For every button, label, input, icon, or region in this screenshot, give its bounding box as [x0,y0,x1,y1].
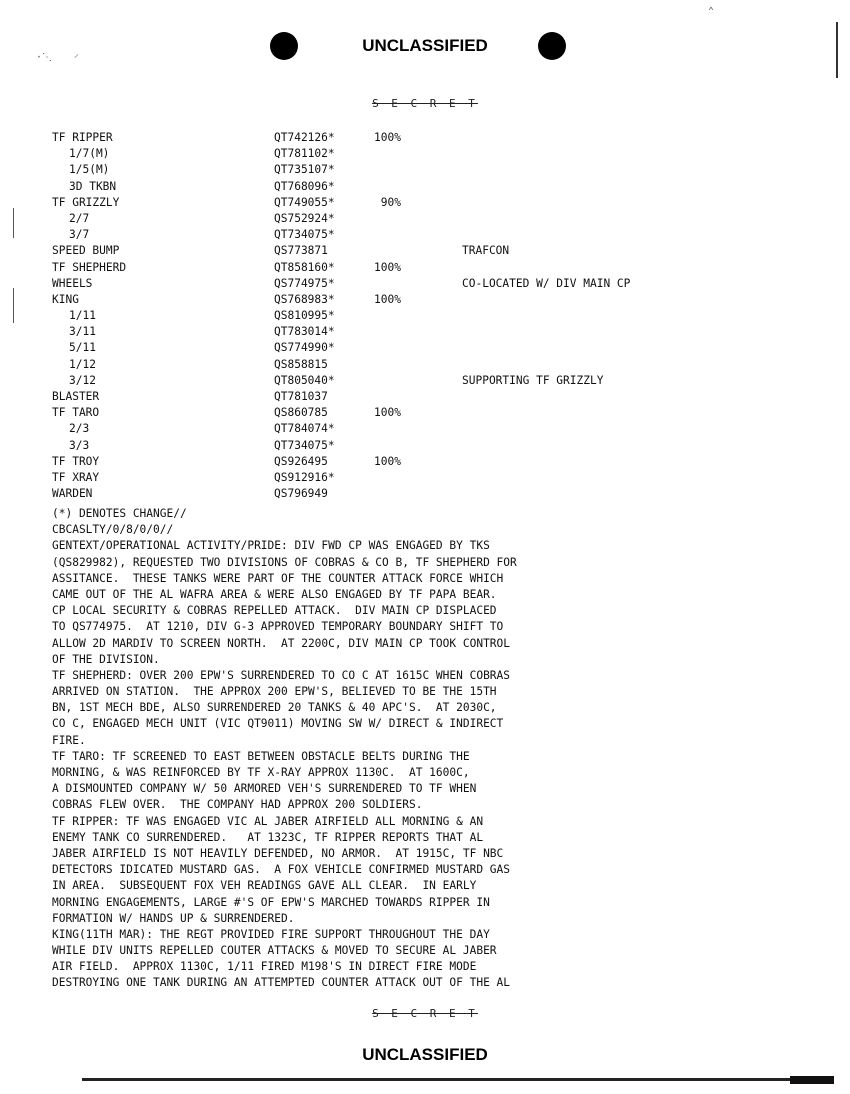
unit-grid: QT781037 [274,390,328,403]
unit-percent: 100% [374,260,401,274]
unit-row [52,179,752,195]
unit-row [52,373,752,389]
unit-grid: QS912916* [274,470,335,484]
unit-name: 3/3 [69,438,90,452]
top-secret-marking: S E C R E T [372,97,478,110]
unit-name: TF GRIZZLY [52,195,120,209]
unit-row [52,405,752,421]
unit-percent: 100% [374,406,401,420]
unit-grid: QS768983* [274,292,335,306]
unit-name: WARDEN [52,487,93,501]
unit-name: SPEED BUMP [52,244,120,258]
narrative-line: TF RIPPER: TF WAS ENGAGED VIC AL JABER AIRFIELD ALL MORNING & AN [52,814,484,828]
narrative-line: AIR FIELD. APPROX 1130C, 1/11 FIRED M198'S IN DIRECT FIRE MODE [52,960,477,974]
narrative-line: TO QS774975. AT 1210, DIV G-3 APPROVED TEMPORARY BOUNDARY SHIFT TO [52,620,504,634]
narrative-line: FIRE. [52,733,86,747]
unit-row [52,389,752,405]
narrative-line: KING(11TH MAR): THE REGT PROVIDED FIRE SUPPORT THROUGHOUT THE DAY [52,927,490,941]
unit-name: 5/11 [69,341,96,355]
unit-name: WHEELS [52,276,93,290]
unit-percent: 100% [374,131,401,144]
narrative-line: CO C, ENGAGED MECH UNIT (VIC QT9011) MOVING SW W/ DIRECT & INDIRECT [52,717,504,731]
unit-name: 3D TKBN [69,179,117,193]
footer-rule-block [790,1076,834,1084]
unit-grid: QT735107* [274,163,335,177]
unit-name: TF TARO [52,406,100,420]
narrative-line: MORNING ENGAGEMENTS, LARGE #'S OF EPW'S MARCHED TOWARDS RIPPER IN [52,895,490,909]
unit-percent: 100% [374,454,401,468]
unit-row [52,162,752,178]
unit-note: TRAFCON [462,244,510,258]
scan-margin-mark [13,208,14,238]
bottom-secret-marking: S E C R E T [372,1007,478,1020]
unit-row [52,146,752,162]
unit-name: TF TROY [52,454,100,468]
narrative-line: FORMATION W/ HANDS UP & SURRENDERED. [52,911,295,925]
narrative-line: CBCASLTY/0/8/0/0// [52,523,174,537]
unit-grid: QT734075* [274,228,335,242]
scan-speck: ⌃ [708,6,715,17]
narrative-line: TF TARO: TF SCREENED TO EAST BETWEEN OBSTACLE BELTS DURING THE [52,749,470,763]
unit-grid: QS796949 [274,487,328,501]
unit-row [52,292,752,308]
unit-note: CO-LOCATED W/ DIV MAIN CP [462,276,631,290]
narrative-line: ASSITANCE. THESE TANKS WERE PART OF THE COUNTER ATTACK FORCE WHICH [52,571,504,585]
narrative-line: WHILE DIV UNITS REPELLED COUTER ATTACKS & MOVED TO SECURE AL JABER [52,944,497,958]
unit-row [52,195,752,211]
unit-name: TF SHEPHERD [52,260,127,274]
unit-name: TF XRAY [52,470,100,484]
narrative-line: ARRIVED ON STATION. THE APPROX 200 EPW'S, BELIEVED TO BE THE 15TH [52,685,497,699]
narrative-text [52,506,752,992]
unit-grid: QT858160* [274,260,335,274]
unit-name: 2/7 [69,211,90,225]
unit-row [52,243,752,259]
narrative-line: MORNING, & WAS REINFORCED BY TF X-RAY APPROX 1130C. AT 1600C, [52,766,470,779]
unit-row [52,308,752,324]
unit-percent: 90% [374,195,401,209]
narrative-line: COBRAS FLEW OVER. THE COMPANY HAD APPROX 200 SOLDIERS. [52,798,423,812]
unit-grid: QT749055* [274,195,335,209]
unit-row [52,324,752,340]
unit-row [52,470,752,486]
unit-name: 1/5(M) [69,163,110,177]
narrative-line: ENEMY TANK CO SURRENDERED. AT 1323C, TF RIPPER REPORTS THAT AL [52,830,484,844]
unit-grid: QT734075* [274,438,335,452]
unit-row [52,486,752,502]
bottom-classification-label: UNCLASSIFIED [362,1045,488,1064]
unit-name: 1/12 [69,357,96,371]
unit-grid: QT805040* [274,373,335,387]
unit-grid: QS926495 [274,454,328,468]
unit-name: 1/7(M) [69,147,110,161]
narrative-line: ALLOW 2D MARDIV TO SCREEN NORTH. AT 2200C, DIV MAIN CP TOOK CONTROL [52,636,511,650]
unit-grid: QT784074* [274,422,335,436]
narrative-line: CAME OUT OF THE AL WAFRA AREA & WERE ALSO ENGAGED BY TF PAPA BEAR. [52,587,497,601]
unit-grid: QS752924* [274,211,335,225]
unit-grid: QS810995* [274,309,335,323]
narrative-line: (*) DENOTES CHANGE// [52,507,187,520]
unit-row [52,276,752,292]
narrative-line: OF THE DIVISION. [52,652,160,666]
unit-note: SUPPORTING TF GRIZZLY [462,373,604,387]
narrative-line: CP LOCAL SECURITY & COBRAS REPELLED ATTACK. DIV MAIN CP DISPLACED [52,604,497,618]
narrative-line: GENTEXT/OPERATIONAL ACTIVITY/PRIDE: DIV FWD CP WAS ENGAGED BY TKS [52,539,490,553]
unit-grid: QS774990* [274,341,335,355]
unit-row [52,260,752,276]
unit-grid: QT768096* [274,179,335,193]
unit-row [52,438,752,454]
unit-name: BLASTER [52,390,100,403]
unit-grid: QS858815 [274,357,328,371]
unit-name: 1/11 [69,309,96,323]
unit-name: 3/7 [69,228,90,242]
unit-name: KING [52,292,79,306]
unit-name: 2/3 [69,422,90,436]
scan-speck: ⋅⋱ [36,52,53,63]
unit-grid: QT781102* [274,147,335,161]
footer-rule [82,1078,834,1081]
narrative-line: DESTROYING ONE TANK DURING AN ATTEMPTED COUNTER ATTACK OUT OF THE AL [52,976,511,990]
unit-grid: QT783014* [274,325,335,339]
unit-row [52,340,752,356]
unit-name: 3/11 [69,325,96,339]
unit-grid: QS773871 [274,244,328,258]
narrative-line: BN, 1ST MECH BDE, ALSO SURRENDERED 20 TANKS & 40 APC'S. AT 2030C, [52,701,497,715]
unit-location-list [52,130,752,502]
unit-name: 3/12 [69,373,96,387]
narrative-line: DETECTORS IDICATED MUSTARD GAS. A FOX VEHICLE CONFIRMED MUSTARD GAS [52,863,511,877]
narrative-line: (QS829982), REQUESTED TWO DIVISIONS OF COBRAS & CO B, TF SHEPHERD FOR [52,555,517,569]
unit-percent: 100% [374,292,401,306]
narrative-line: JABER AIRFIELD IS NOT HEAVILY DEFENDED, NO ARMOR. AT 1915C, TF NBC [52,846,504,860]
unit-grid: QS774975* [274,276,335,290]
narrative-line: TF SHEPHERD: OVER 200 EPW'S SURRENDERED TO CO C AT 1615C WHEN COBRAS [52,668,511,682]
unit-row [52,130,752,146]
unit-name: TF RIPPER [52,131,113,144]
scan-speck: ⸝ [74,49,79,60]
top-classification-label: UNCLASSIFIED [362,36,488,55]
narrative-line: IN AREA. SUBSEQUENT FOX VEH READINGS GAVE ALL CLEAR. IN EARLY [52,879,477,893]
unit-grid: QS860785 [274,406,328,420]
unit-row [52,421,752,437]
narrative-line: A DISMOUNTED COMPANY W/ 50 ARMORED VEH'S SURRENDERED TO TF WHEN [52,782,477,796]
unit-row [52,211,752,227]
unit-row [52,227,752,243]
unit-grid: QT742126* [274,131,335,144]
unit-row [52,454,752,470]
unit-row [52,357,752,373]
scan-margin-mark [13,313,14,323]
